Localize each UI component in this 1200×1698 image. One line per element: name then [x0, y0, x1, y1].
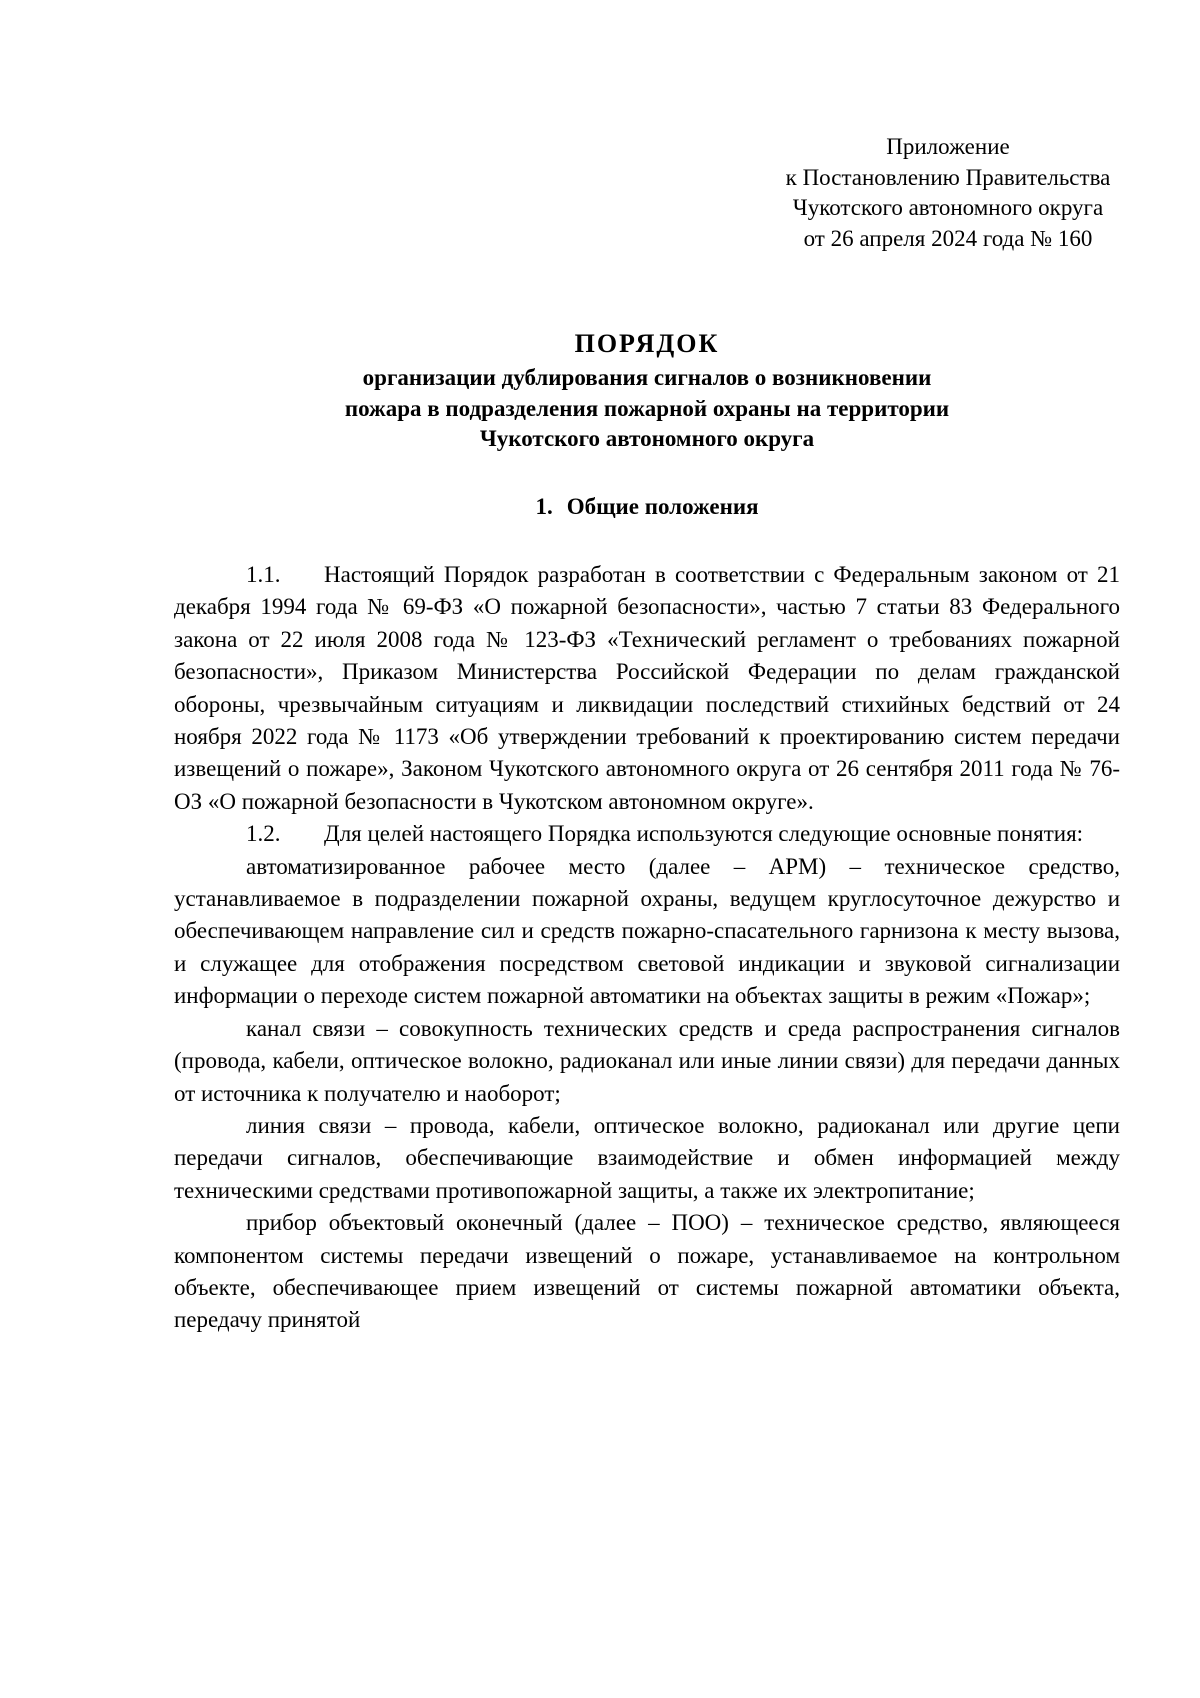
appendix-line: Чукотского автономного округа: [792, 195, 1104, 220]
definition-line: линия связи – провода, кабели, оптическое волокно, радиоканал или другие цепи передачи сигналов, обеспечивающие взаимодействие и обмен информацией между техническими средствами противопожарной защиты, а также их электропитание;: [174, 1112, 1120, 1203]
appendix-header: [762, 132, 1134, 254]
appendix-line: от 26 апреля 2024 года № 160: [803, 225, 1093, 251]
definition-poo: прибор объектовый оконечный (далее – ПОО) – техническое средство, являющееся компонентом системы передачи извещений о пожаре, устанавливаемое на контрольном объекте, обеспечивающее прием извещений от системы пожарной автоматики объекта, передачу принятой: [174, 1210, 1120, 1333]
paragraph-number: 1.1.: [246, 562, 281, 587]
title-subtitle-line: пожара в подразделения пожарной охраны на территории: [344, 395, 950, 421]
section-number: 1.: [535, 494, 553, 519]
paragraph-number: 1.2.: [246, 821, 281, 847]
paragraph-1-1: [174, 559, 1120, 818]
definition-arm: автоматизированное рабочее место (далее – АРМ) – техническое средство, устанавливаемое в подразделении пожарной охраны, ведущем круглосуточное дежурство и обеспечивающем направление сил и средств пожарно-спасательного гарнизона к месту вызова, и служащее для отображения посредством световой индикации и звуковой сигнализации информации о переходе систем пожарной автоматики на объектах защиты в режим «Пожар»;: [174, 853, 1120, 1009]
section-title: Общие положения: [566, 494, 759, 519]
appendix-line: Приложение: [886, 134, 1010, 159]
document-title: [174, 327, 1120, 455]
definition-channel: канал связи – совокупность технических средств и среда распространения сигналов (провода, кабели, оптическое волокно, радиоканал или иные линии связи) для передачи данных от источника к получателю и наоборот;: [174, 1015, 1120, 1106]
title-subtitle-line: организации дублирования сигналов о возникновении: [362, 365, 932, 390]
appendix-line: к Постановлению Правительства: [785, 164, 1111, 190]
document-body: [174, 559, 1120, 1337]
paragraph-1-2: [174, 818, 1120, 850]
title-subtitle-line: Чукотского автономного округа: [479, 426, 815, 451]
paragraph-text: Для целей настоящего Порядка используются следующие основные понятия:: [324, 821, 1084, 847]
title-main: ПОРЯДОК: [574, 329, 720, 358]
section-heading: [174, 492, 1120, 522]
paragraph-text: Настоящий Порядок разработан в соответствии с Федеральным законом от 21 декабря 1994 года № 69-ФЗ «О пожарной безопасности», частью 7 статьи 83 Федерального закона от 22 июля 2008 года № 123-ФЗ «Технический регламент о требованиях пожарной безопасности», Приказом Министерства Российской Федерации по делам гражданской обороны, чрезвычайным ситуациям и ликвидации последствий стихийных бедствий от 24 ноября 2022 года № 1173 «Об утверждении требований к проектированию систем передачи извещений о пожаре», Законом Чукотского автономного округа от 26 сентября 2011 года № 76-ОЗ «О пожарной безопасности в Чукотском автономном округе».: [174, 562, 1120, 814]
